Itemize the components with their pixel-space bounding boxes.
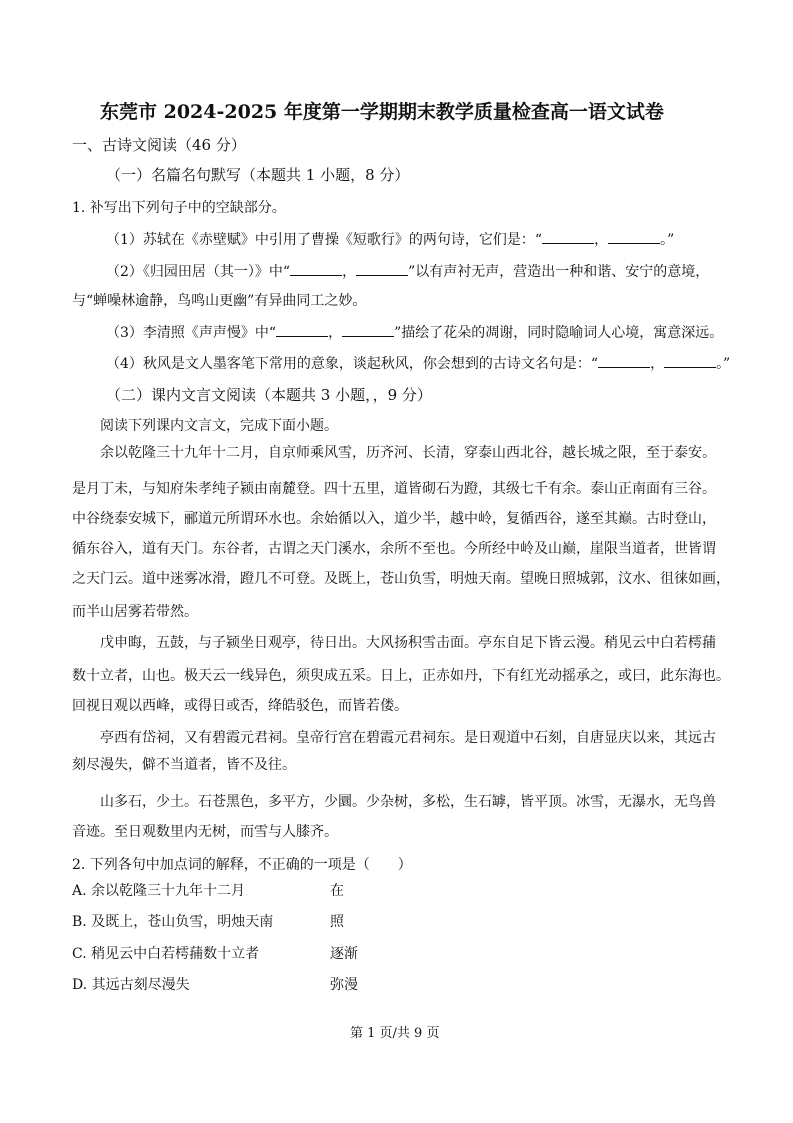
answer-blank[interactable] bbox=[290, 262, 342, 276]
section-heading: 一、古诗文阅读（46 分） bbox=[72, 136, 246, 154]
answer-blank[interactable] bbox=[276, 323, 328, 337]
passage-line: 戊申晦，五鼓，与子颍坐日观亭，待日出。大风扬积雪击面。亭东自足下皆云漫。稍见云中白若樗蒱 bbox=[100, 635, 716, 651]
q2-stem: 2. 下列各句中加点词的解释，不正确的一项是（ ） bbox=[72, 857, 412, 873]
passage-line: 中谷绕泰安城下，郦道元所谓环水也。余始循以入，道少半，越中岭，复循西谷，遂至其巅。古时登山， bbox=[72, 511, 716, 527]
answer-blank[interactable] bbox=[664, 354, 716, 368]
page-footer: 第 1 页/共 9 页 bbox=[350, 1026, 440, 1041]
passage-line: 回视日观以西峰，或得日或否，绛皓驳色，而皆若偻。 bbox=[72, 698, 408, 714]
answer-blank[interactable] bbox=[356, 262, 408, 276]
passage-line: 亭西有岱祠，又有碧霞元君祠。皇帝行宫在碧霞元君祠东。是日观道中石刻，自唐显庆以来，其远古 bbox=[100, 730, 716, 746]
passage-line: 循东谷入，道有天门。东谷者，古谓之天门溪水，余所不至也。今所经中岭及山巅，崖限当道者，世皆谓 bbox=[72, 541, 716, 557]
passage-line: 是月丁未，与知府朱孝纯子颍由南麓登。四十五里，道皆砌石为蹬，其级七千有余。泰山正南面有三谷。 bbox=[72, 481, 716, 497]
q1-item-1: （1）苏轼在《赤壁赋》中引用了曹操《短歌行》的两句诗，它们是：“ ， 。” bbox=[106, 232, 675, 248]
option-d-text: D. 其远古刻尽漫失 bbox=[72, 977, 190, 993]
passage-line: 刻尽漫失，僻不当道者，皆不及往。 bbox=[72, 757, 296, 773]
option-b-text: B. 及既上，苍山负雪，明烛天南 bbox=[72, 914, 274, 930]
q1-item-4: （4）秋风是文人墨客笔下常用的意象，谈起秋风，你会想到的古诗文名句是：“ ， 。” bbox=[106, 356, 731, 372]
q1-stem: 1. 补写出下列句子中的空缺部分。 bbox=[72, 200, 286, 216]
option-a-answer: 在 bbox=[330, 883, 344, 899]
q1-item-3: （3）李清照《声声慢》中“ ， ”描绘了花朵的凋谢，同时隐喻词人心境，寓意深远。 bbox=[106, 325, 724, 341]
answer-blank[interactable] bbox=[342, 323, 394, 337]
page-title: 东莞市 2024-2025 年度第一学期期末教学质量检查高一语文试卷 bbox=[100, 101, 664, 123]
passage-line: 余以乾隆三十九年十二月，自京师乘风雪，历齐河、长清，穿泰山西北谷，越长城之限，至于泰安。 bbox=[100, 445, 716, 461]
option-a-text: A. 余以乾隆三十九年十二月 bbox=[72, 883, 246, 899]
answer-blank[interactable] bbox=[542, 230, 594, 244]
passage-line: 数十立者，山也。极天云一线异色，须臾成五采。日上，正赤如丹，下有红光动摇承之，或曰，此东海也。 bbox=[72, 668, 730, 684]
q1-item-2-cont: 与“蝉噪林逾静，鸟鸣山更幽”有异曲同工之妙。 bbox=[72, 293, 367, 309]
passage-line: 之天门云。道中迷雾冰滑，蹬几不可登。及既上，苍山负雪，明烛天南。望晚日照城郭，汶水、徂徕如画， bbox=[72, 571, 730, 587]
option-b-answer: 照 bbox=[330, 914, 344, 930]
passage-line: 音迹。至日观数里内无树，而雪与人膝齐。 bbox=[72, 824, 338, 840]
option-c-text: C. 稍见云中白若樗蒱数十立者 bbox=[72, 946, 260, 962]
passage-line: 而半山居雾若带然。 bbox=[72, 604, 198, 620]
option-d-answer: 弥漫 bbox=[330, 977, 358, 993]
q1-item-2: （2）《归园田居（其一）》中“ ， ”以有声衬无声，营造出一种和谐、安宁的意境， bbox=[106, 264, 710, 280]
option-c-answer: 逐渐 bbox=[330, 946, 358, 962]
answer-blank[interactable] bbox=[608, 230, 660, 244]
passage-line: 山多石，少土。石苍黑色，多平方，少圜。少杂树，多松，生石罅，皆平顶。冰雪，无瀑水，无鸟兽 bbox=[100, 794, 716, 810]
answer-blank[interactable] bbox=[598, 354, 650, 368]
part2-heading: （二）课内文言文阅读（本题共 3 小题，，9 分） bbox=[106, 386, 432, 404]
passage-intro: 阅读下列课内文言文，完成下面小题。 bbox=[100, 418, 338, 434]
part1-heading: （一）名篇名句默写（本题共 1 小题，8 分） bbox=[106, 166, 410, 184]
